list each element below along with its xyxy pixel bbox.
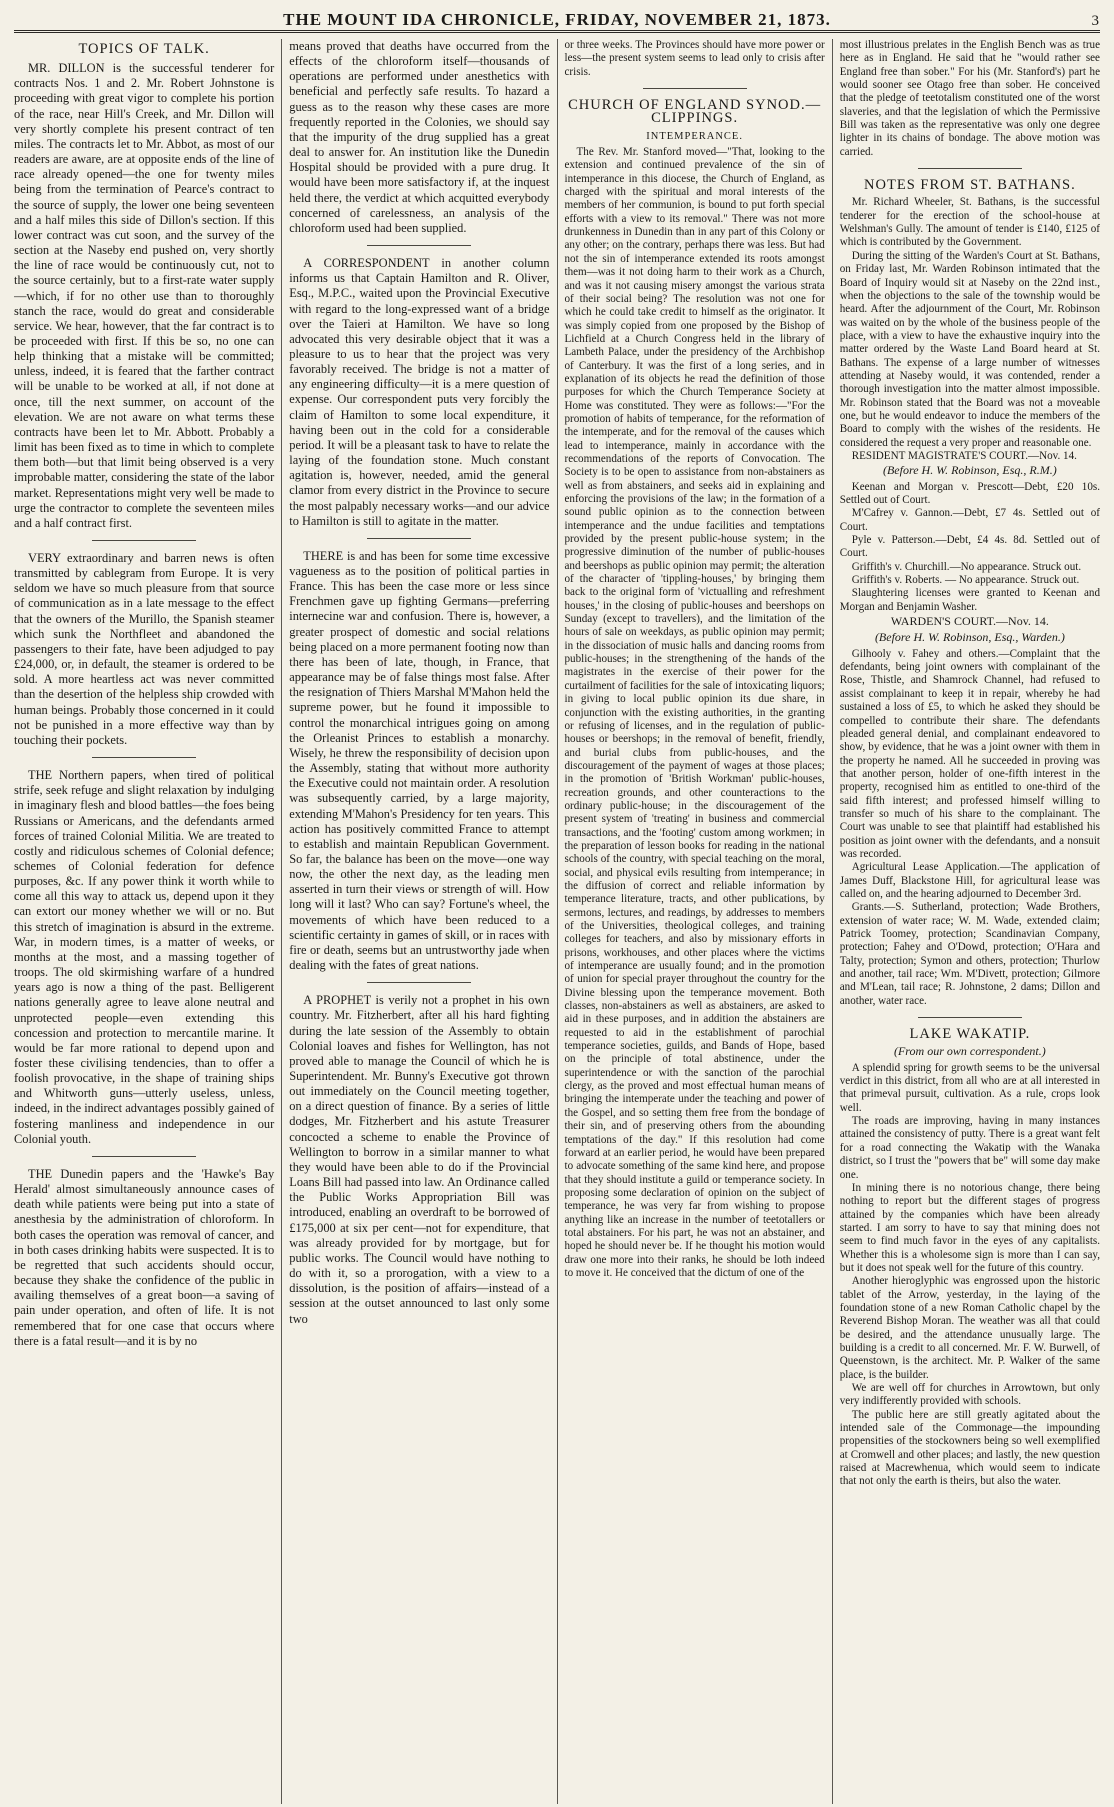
article-paragraph: or three weeks. The Provinces should have more power or less—the present system seems to lead only to crisis after crisis. <box>564 39 825 78</box>
section-divider <box>643 88 747 89</box>
column-3 <box>557 39 832 1804</box>
court-entry: Slaughtering licenses were granted to Keenan and Morgan and Benjamin Washer. <box>839 587 1100 613</box>
court-entry: Agricultural Lease Application.—The application of James Duff, Blackstone Hill, for agricultural lease was called on, and the hearing adjourned to December 3rd. <box>839 861 1100 900</box>
article-paragraph: The public here are still greatly agitated about the intended sale of the Commonage—the impounding propensities of the stockowners being so well exemplified at Cromwell and other places; and lastly, the new question raised at Macrewhenua, which would seem to indicate that not only the earth is theirs, but also the water. <box>839 1408 1100 1488</box>
correspondent-note: (From our own correspondent.) <box>893 1044 1046 1059</box>
court-entry: Gilhooly v. Fahey and others.—Complaint that the defendants, being joint owners with complainant of the Rose, Thistle, and Shamrock Channel, had refused to assist complainant to keep it in repair, whereby he had sustained a loss of £5, to which he asked they should be compelled to contribute their share. The defendants pleaded general denial, and complainant endeavored to show, by evidence, that he was a joint owner with them in the property he named. All he succeeded in proving was that another person, holder of one-fifth interest in the property, recognised him as entitled to one-third of the said fifth interest; and professed himself willing to transfer so much of his share to the complainant. The Court was unable to see that plaintiff had established his position as joint owner with the defendants, and a nonsuit was recorded. <box>839 647 1100 860</box>
article-paragraph: MR. DILLON is the successful tenderer for contracts Nos. 1 and 2. Mr. Robert Johnstone is proceeding with great vigor to complete his portion of the race, near Hill's Creek, and Mr. Dillon will very shortly complete his present contract of ten miles. The contracts let to Mr. Abbot, as most of our readers are aware, are at opposite ends of the line of race already opened—the one for twenty miles being from the termination of Pearce's contract to the source of supply, the lower one being seventeen and a half miles this side of Dillon's section. If this lower contract was cut soon, and the survey of the section at the Naseby end pushed on, very shortly the line of race would be continuously cut, not to the source certainly, but to a first-rate water supply —which, if for no other use than to thoroughly stanch the race, would do great and considerable service. We hear, however, that the far contract is to be proceeded with first. If this be so, no one can help thinking that a mistake will be committed; unless, indeed, it is feared that the farther contract will be unable to be worked at all, if not done at once, till the next summer, on account of the elevation. We are not aware on what terms these contracts have been let to Mr. Abbott. Probably a limit has been fixed as to time in which to complete them both—but that limit being observed is a very improbable matter, considering the state of the labor market. Representations might very well be made to urge the contractor to complete the seventeen miles and a half contract first. <box>14 61 275 530</box>
column-4 <box>832 39 1100 1804</box>
article-paragraph: most illustrious prelates in the English Bench was as true here as in England. He said that he "would rather see England free than sober." For his (Mr. Stanford's) part he would sooner see Otago free than sober. He conceived that the pledge of teetotalism constituted one of the worst slaveries, and that the legislation of which the Permissive Bill was taken as the representative was only one degree lighter in its chains of bondage. The above motion was carried. <box>839 39 1100 158</box>
article-paragraph: During the sitting of the Warden's Court at St. Bathans, on Friday last, Mr. Warden Robinson intimated that the Board of Inquiry would sit at Naseby on the 22nd inst., when the objections to the sale of the township would be heard. After the adjournment of the Court, Mr. Robinson was waited on by the whole of the business people of the place, with a view to have the exhaustive inquiry into the matter ordered by the Waste Land Board heard at St. Bathans. The expense of a large number of witnesses attending at Naseby would, it was contended, render a thorough investigation into the matter almost impossible. Mr. Robinson stated that the Board was not a moveable one, but he would endeavor to induce the members of the Board to comply with the wishes of the residents. He considered the request a very proper and reasonable one. <box>839 249 1100 449</box>
synod-heading: CHURCH OF ENGLAND SYNOD.—CLIPPINGS. <box>568 97 822 127</box>
article-paragraph: THE Dunedin papers and the 'Hawke's Bay Herald' almost simultaneously announce cases of death while patients were being put into a state of anesthesia by the administration of chloroform. In both cases the operation was removal of cancer, and in both cases drinking habits were suspected. It is to be regretted that such accidents should occur, because they shake the confidence of the public in availing themselves of a great boon—a saving of pain under operation, and often of life. It is not remembered that for one case that occurs where there is a fatal result—and it is by no <box>14 1166 275 1348</box>
article-paragraph: VERY extraordinary and barren news is often transmitted by cablegram from Europe. It is very seldom we have so much pleasure from that source of communication as in a late message to the effect that the owners of the Murillo, the Spanish steamer which sunk the Northfleet and abandoned the passengers to their fate, have been adjudged to pay £24,000, or, in default, the steamer is ordered to be sold. A more heartless act was never committed than the desertion of the helpless ship crowded with human beings. Probably those concerned in it could not be punished in a more effective way than by touching their pockets. <box>14 551 275 747</box>
article-paragraph: Another hieroglyphic was engrossed upon the historic tablet of the Arrow, yesterday, in the laying of the foundation stone of a new Roman Catholic chapel by the Reverend Bishop Moran. The weather was all that could be desired, and the attendance unusually large. The building is a credit to all concerned. Mr. F. W. Burwell, of Queenstown, is the architect. Mr. P. Walker of the same place, is the builder. <box>839 1275 1100 1381</box>
st-bathans-heading: NOTES FROM ST. BATHANS. <box>864 177 1076 194</box>
article-paragraph: In mining there is no notorious change, there being nothing to report but the different stages of progress attained by the companies which have been already started. I am sorry to have to say that mining does not seem to find much favor in the eyes of any capitalists. Whether this is a wholesome sign is more than I can say, but it does not speak well for the future of this country. <box>839 1181 1100 1274</box>
columns <box>14 39 1100 1804</box>
section-divider <box>92 757 196 758</box>
article-paragraph: means proved that deaths have occurred from the effects of the chloroform itself—thousands of operations are performed under anesthetics with beneficial and perfectly safe results. To hazard a guess as to the reason why these cases are more frequently reported in the Colonies, we should say that the impurity of the drug supplied has a great deal to answer for. An institution like the Dunedin Hospital should be provided with a pure drug. It would have been more satisfactory if, at the inquest held there, the verdict at which acquitted everybody concerned of carelessness, an analysis of the chloroform used had been supplied. <box>289 39 550 235</box>
article-paragraph: The Rev. Mr. Stanford moved—"That, looking to the extension and continued prevalence of the sin of intemperance in this diocese, the Church of England, as charged with the spiritual and moral interests of the members of her communion, is bound to put forth special efforts with a view to its removal." There was not more drunkenness in Dunedin than in any part of this Colony or any other; on the contrary, perhaps there was less. But had not the sin of intemperance extended its roots amongst them—was it not doing harm to their work as a Church, and was it not causing misery amongst the various strata of their social being? The resolution was not one for which he could take credit to himself as the originator. It was simply copied from one proposed by the Bishop of Lichfield at a Church Congress held in the library of Lambeth Palace, under the presidency of the Archbishop of Canterbury. It was the first of a long series, and in explanation of its objects he read the definition of those purposes for which the Church Temperance Society at Home was constituted. They were as follows:—"For the promotion of habits of temperance, for the reformation of the intemperate, and for the removal of the causes which lead to intemperance, mainly in accordance with the recommendations of the reports of Convocation. The Society is to be open to assistance from non-abstainers as well as from abstainers, and seeks aid in explaining and enforcing the provisions of the law; in the formation of a sound public opinion as to the connection between intemperance and the undue facilities and temptations provided by the present public-house system; in the progressive diminution of the number of public-houses and beershops as public opinion may permit; the alteration of the character of 'tippling-houses,' by bringing them back to the original form of 'victualling and refreshment houses,' in the closing of public-houses and beershops on Sunday (except to travellers), and the limitation of the hours of sale on weekdays, as public opinion may permit; in the dissociation of music halls and dancing rooms from public-houses; in the strengthening of the hands of the magistrates in the exercise of their power for the curtailment of facilities for the sale of intoxicating liquors; in giving to local public opinion its due share, in conjunction with the existing authorities, in the granting or refusing of licenses, and in the regulation of public-houses or beershops; in the removal of benefit, friendly, and burial clubs from public-houses, and the discouragement of the payment of wages at those places; in the promotion of 'British Workman' public-houses, recreation grounds, and other counteractions to the ordinary public-house; in the discouragement of the present system of 'treating' in business and commercial transactions, and the 'footing' custom among workmen; in the preparation of lesson books for reading in the national schools of the country, with special teaching on the moral, social, and physical evils resulting from intemperance; in the diffusion of correct and reliable information by temperance literature, tracts, and other publications, by sermons, lectures, and readings, by addresses to members of the Universities, theological colleges, and training colleges for teachers, and also by missionary efforts in prisons, workhouses, and other places where the victims of intemperance are usually found; and in the promotion of union for special prayer throughout the country for the Divine blessing upon the temperance movement. Both classes, non-abstainers as well as abstainers, are asked to aid in these purposes, and in addition the abstainers are requested to aid in the establishment of parochial temperance societies, guilds, and Bands of Hope, based on the principle of total abstinence, under the superintendence or with the sanction of the parochial clergy, as the proved and most effectual human means of bringing the intemperate under the teaching and power of the Gospel, and so setting them free from the bondage of their sin, and of preserving others from the abounding temptations of the day." If this resolution had come forward at an earlier period, he would have been prepared to advocate something of the same kind here, and propose that they should institute a guild or temperance society. In proposing some declaration of opinion on the subject of temperance, he was very far from wishing to propose anything like an increase in the number of teetotallers or total abstainers. For his part, he was not an abstainer, and hoped he should never be. If he thought his motion would draw one more into their ranks, he should be loth indeed to move it. He conceived that the dictum of one of the <box>564 146 825 1279</box>
topics-of-talk-heading: TOPICS OF TALK. <box>78 41 210 57</box>
article-paragraph: We are well off for churches in Arrowtown, but only very indifferently provided with schools. <box>839 1382 1100 1408</box>
column-2 <box>281 39 556 1804</box>
court-entry: Pyle v. Patterson.—Debt, £4 4s. 8d. Settled out of Court. <box>839 534 1100 560</box>
court-entry: Keenan and Morgan v. Prescott—Debt, £20 10s. Settled out of Court. <box>839 480 1100 506</box>
article-paragraph: A CORRESPONDENT in another column informs us that Captain Hamilton and R. Oliver, Esq., M.P.C., waited upon the Provincial Executive with regard to the long-expressed want of a bridge over the Taieri at Hamilton. We have so long advocated this very desirable object that it was a pleasure to us to hear that the project was very favorably received. The bridge is not a matter of any engineering difficulty—it is a mere question of expense. Our correspondent puts very forcibly the claim of Hamilton to some local expenditure, it having been out in the cold for a considerable period. It will be a pleasant task to have to relate the laying of the foundation stone. Much constant agitation is, however, needed, amid the general clamor from every district in the Province to secure the most palpably necessary works—and our advice to Hamilton is still to agitate in the matter. <box>289 256 550 528</box>
section-divider <box>92 540 196 541</box>
masthead-title: THE MOUNT IDA CHRONICLE, FRIDAY, NOVEMBER 21, 1873. <box>283 10 831 29</box>
court-entry: Griffith's v. Churchill.—No appearance. Struck out. <box>851 560 1082 573</box>
section-divider <box>918 1017 1022 1018</box>
section-divider <box>367 538 471 539</box>
article-paragraph: A splendid spring for growth seems to be the universal verdict in this district, from all who are at all interested in that primeval pursuit, cultivation. As a rule, crops look well. <box>839 1061 1100 1114</box>
page-number: 3 <box>1091 13 1100 29</box>
court-title: RESIDENT MAGISTRATE'S COURT.—Nov. 14. <box>851 449 1077 462</box>
article-paragraph: A PROPHET is verily not a prophet in his own country. Mr. Fitzherbert, after all his hard fighting during the late session of the Assembly to obtain Colonial loaves and fishes for Wellington, has not proved able to manage the Council of which he is Superintendent. Mr. Bunny's Executive got thrown out immediately on the Council meeting together, on a direct question of finance. By a series of little dodges, Mr. Fitzherbert and his astute Treasurer concocted a scheme to enable the Province of Wellington to borrow in a similar manner to what they would have been able to do if the Provincial Loans Bill had passed into law. An Ordinance called the Public Works Appropriation Bill was introduced, enabling an overdraft to be borrowed of £175,000 at six per cent—not for expenditure, that was already provided for by mortgage, but for public works. The Council would have nothing to do with it, so a prorogation, with a view to a dissolution, is the position of affairs—instead of a session at the outset announced to last only some two <box>289 993 550 1326</box>
section-divider <box>367 245 471 246</box>
article-paragraph: THE Northern papers, when tired of political strife, seek refuge and slight relaxation by indulging in imaginary flesh and blood battles—the foes being Russians or Americans, and the defendants armed forces of trained Colonial Militia. We are treated to costly and ridiculous schemes of Colonial defence; schemes of Colonial federation for defence purposes, &c. If any power think it worth while to come all this way to attack us, depend upon it they can extort our money whether we will or no. But this stretch of imagination is absurd in the extreme. War, in modern times, is a matter of weeks, or months at the most, and a massing together of troops. The old skirmishing warfare of a hundred years ago is now a thing of the past. Belligerent nations generally agree to leave alone neutral and unprotected people—even extending this concession and protection to mercantile marine. It would be far more rational to depend upon and foster these civilising tendencies, than to offer a foolish provocative, in the shape of training ships and Whitworth guns—utterly useless, unless, indeed, in the indirect advantages possibly gained of fostering manliness and independence in our Colonial youth. <box>14 768 275 1146</box>
court-before: (Before H. W. Robinson, Esq., Warden.) <box>874 630 1065 645</box>
court-entry: Griffith's v. Roberts. — No appearance. Struck out. <box>851 574 1080 587</box>
section-divider <box>92 1156 196 1157</box>
lake-wakatip-heading: LAKE WAKATIP. <box>909 1026 1031 1043</box>
article-paragraph: THERE is and has been for some time excessive vagueness as to the position of political parties in France. This has been the case more or less since Frenchmen gave up fighting Germans—preferring internecine war and confusion. There is, however, a greater prospect of domestic and social relations being placed on a more permanent footing now than there has been of late, though, in France, that appearance may be of false things most false. After the resignation of Thiers Marshal M'Mahon held the supreme power, but he found it impossible to control the monarchical intrigues going on among the Orleanist Princes to establish a monarchy. Wisely, he threw the responsibility of decision upon the Assembly, stating that without more authority the Executive could not maintain order. A resolution was subsequently carried, by a large majority, extending M'Mahon's Presidency for ten years. This action has positively committed France to attempt to establish and maintain Republican Government. So far, the balance has been on the move—one way now, the other the next day, as the leading men asserted in turn their views or strength of will. How long will it last? Who can say? Fortune's wheel, the movements of which have been reduced to a scientific certainty in games of skill, or in races with fire or death, seems but an untrustworthy jade when dealing with the fates of great nations. <box>289 548 550 973</box>
intemperance-subheading: INTEMPERANCE. <box>646 130 743 142</box>
court-before: (Before H. W. Robinson, Esq., R.M.) <box>882 463 1057 478</box>
wardens-court-title: WARDEN'S COURT.—Nov. 14. <box>890 614 1049 629</box>
column-1 <box>14 39 281 1804</box>
article-paragraph: The roads are improving, having in many instances attained the consistency of putty. There is a great want felt for a road connecting the Wakatip with the Wanaka district, so I trust the "powers that be" will some day make one. <box>839 1115 1100 1181</box>
article-paragraph: Mr. Richard Wheeler, St. Bathans, is the successful tenderer for the erection of the school-house at Welshman's Gully. The amount of tender is £140, £125 of which is contributed by the Government. <box>839 196 1100 249</box>
court-entry: M'Cafrey v. Gannon.—Debt, £7 4s. Settled out of Court. <box>839 507 1100 533</box>
court-entry: Grants.—S. Sutherland, protection; Wade Brothers, extension of water race; W. M. Wade, extended claim; Patrick Toomey, protection; Scandinavian Company, protection; Fahey and O'Dowd, protection; O'Hara and Talty, protection; Symon and others, protection; Thurlow and another, tail race; Wm. M'Divett, protection; Gilmore and M'Lean, tail race; R. Johnstone, 2 dams; Dillon and another, water race. <box>839 901 1100 1007</box>
masthead <box>14 6 1100 33</box>
section-divider <box>367 982 471 983</box>
section-divider <box>918 168 1022 169</box>
